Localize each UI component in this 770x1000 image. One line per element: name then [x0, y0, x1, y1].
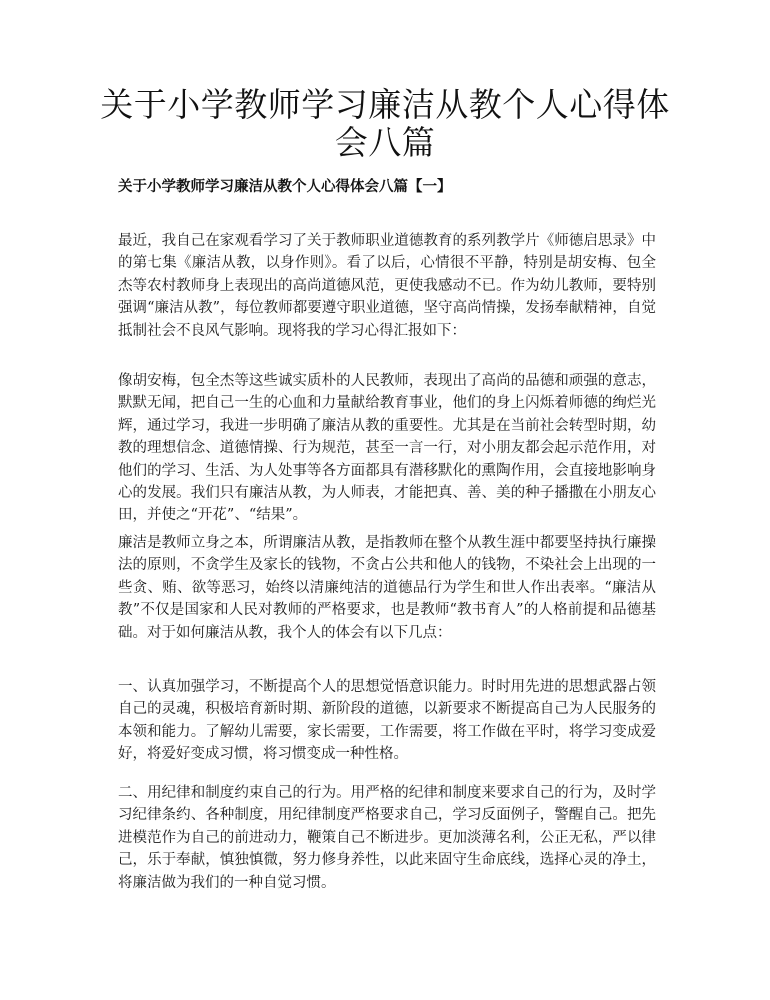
section-heading: 关于小学教师学习廉洁从教个人心得体会八篇【一】 [118, 178, 452, 195]
paragraph-intro: 最近，我自己在家观看学习了关于教师职业道德教育的系列教学片《师德启思录》中的第七集《廉洁从教，以身作则》。看了以后，心情很不平静，特别是胡安梅、包全杰等农村教师身上表现出的高尚道德风范，更使我感动不已。作为幼儿教师，要特别强调“廉洁从教”，每位教师都要遵守职业道德，坚守高尚情操，发扬奉献精神，自觉抵制社会不良风气影响。现将我的学习心得汇报如下： [118, 233, 656, 339]
paragraph-role-models: 像胡安梅，包全杰等这些诚实质朴的人民教师，表现出了高尚的品德和顽强的意志，默默无闻，把自己一生的心血和力量献给教育事业，他们的身上闪烁着师德的绚烂光辉，通过学习，我进一步明确了廉洁从教的重要性。尤其是在当前社会转型时期，幼教的理想信念、道德情操、行为规范，甚至一言一行，对小朋友都会起示范作用，对他们的学习、生活、为人处事等各方面都具有潜移默化的熏陶作用，会直接地影响身心的发展。我们只有廉洁从教，为人师表，才能把真、善、美的种子播撒在小朋友心田，并使之“开花”、“结果”。 [118, 373, 656, 524]
paragraph-integrity: 廉洁是教师立身之本，所谓廉洁从教，是指教师在整个从教生涯中都要坚持执行廉操法的原则，不贪学生及家长的钱物，不贪占公共和他人的钱物，不染社会上出现的一些贪、贿、欲等恶习，始终以清廉纯洁的道德品行为学生和世人作出表率。“廉洁从教”不仅是国家和人民对教师的严格要求，也是教师“教书育人”的人格前提和品德基础。对于如何廉洁从教，我个人的体会有以下几点： [118, 535, 656, 641]
paragraph-point-one: 一、认真加强学习，不断提高个人的思想觉悟意识能力。时时用先进的思想武器占领自己的灵魂，积极培育新时期、新阶段的道德，以新要求不断提高自己为人民服务的本领和能力。了解幼儿需要，家长需要，工作需要，将工作做在平时，将学习变成爱好，将爱好变成习惯，将习惯变成一种性格。 [118, 679, 656, 763]
document-title: 关于小学教师学习廉洁从教个人心得体会八篇 [100, 85, 670, 162]
paragraph-point-two: 二、用纪律和制度约束自己的行为。用严格的纪律和制度来要求自己的行为，及时学习纪律条约、各种制度，用纪律制度严格要求自己，学习反面例子，警醒自己。把先进模范作为自己的前进动力，鞭策自己不断进步。更加淡薄名利，公正无私，严以律己，乐于奉献，慎独慎微，努力修身养性，以此来固守生命底线，选择心灵的净土，将廉洁做为我们的一种自觉习惯。 [118, 785, 656, 891]
